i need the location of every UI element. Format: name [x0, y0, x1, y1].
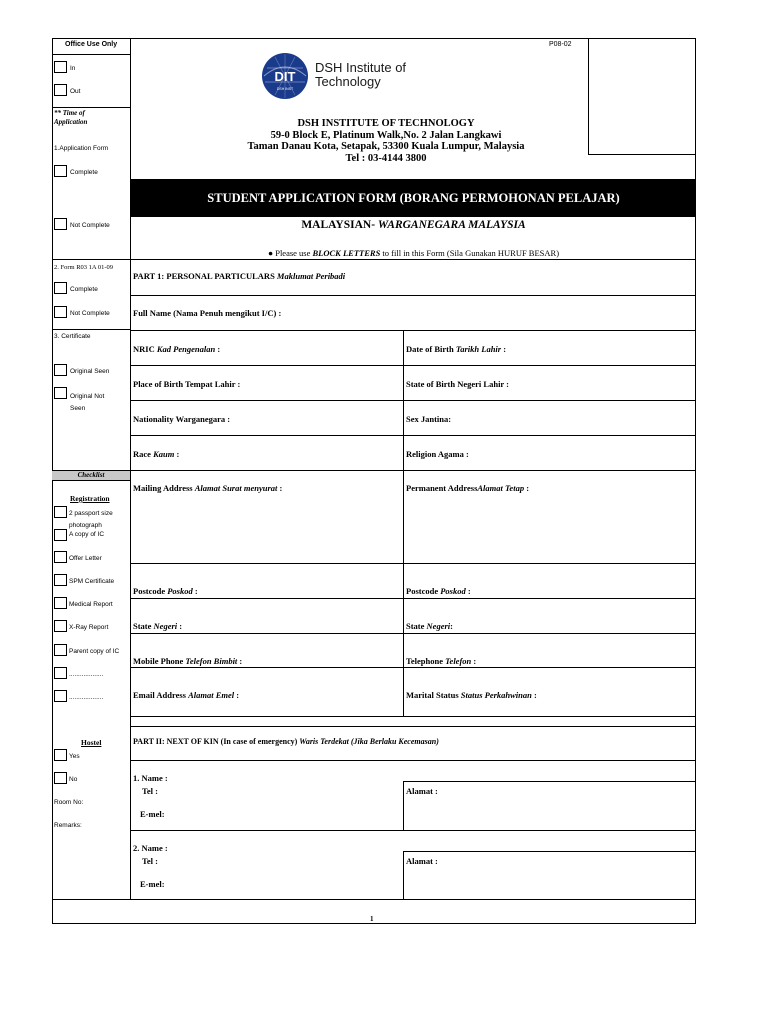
- permanent-address-field[interactable]: Permanent AddressAlamat Tetap :: [406, 483, 530, 493]
- parent-ic-checkbox[interactable]: [54, 644, 67, 656]
- sidebar-divider: [130, 38, 131, 899]
- nationality-field[interactable]: Nationality Warganegara :: [133, 414, 231, 424]
- postcode-mailing-field[interactable]: Postcode Poskod :: [133, 586, 198, 596]
- other-item-2-checkbox[interactable]: [54, 690, 67, 702]
- telephone-field[interactable]: Telephone Telefon :: [406, 656, 477, 666]
- place-of-birth-field[interactable]: Place of Birth Tempat Lahir :: [133, 379, 241, 389]
- nric-field[interactable]: NRIC Kad Pengenalan :: [133, 344, 221, 354]
- email-field[interactable]: Email Address Alamat Emel :: [133, 690, 240, 700]
- form-code: P08-02: [549, 41, 572, 48]
- offer-letter-checkbox[interactable]: [54, 551, 67, 563]
- app-form-not-complete-checkbox[interactable]: [54, 218, 67, 230]
- page-number: 1: [370, 915, 374, 923]
- title-bar: [131, 179, 696, 217]
- spm-certificate-checkbox[interactable]: [54, 574, 67, 586]
- kin1-tel-field[interactable]: Tel :: [142, 786, 158, 796]
- instruction: ● Please use BLOCK LETTERS to fill in this Form (Sila Gunakan HURUF BESAR): [267, 248, 560, 258]
- hostel-no-checkbox[interactable]: [54, 772, 67, 784]
- form-r03-not-complete-checkbox[interactable]: [54, 306, 67, 318]
- time-of-application-label: ** Time of Application: [54, 109, 88, 126]
- form-r03-complete-checkbox[interactable]: [54, 282, 67, 294]
- institute-address: DSH INSTITUTE OF TECHNOLOGY 59-0 Block E, Platinum Walk,No. 2 Jalan Langkawi Taman Danau Kota, Setapak, 53300 Kuala Lumpur, Malaysia Tel : 03-4144 3800: [247, 118, 525, 164]
- mobile-phone-field[interactable]: Mobile Phone Telefon Bimbit :: [133, 656, 243, 666]
- kin2-email-field[interactable]: E-mel:: [140, 879, 165, 889]
- form-r03-label: 2. Form R03 1A 01-09: [54, 264, 114, 271]
- mailing-address-field[interactable]: Mailing Address Alamat Surat menyurat :: [133, 483, 283, 493]
- marital-status-field[interactable]: Marital Status Status Perkahwinan :: [406, 690, 537, 700]
- kin2-name-field[interactable]: 2. Name :: [133, 843, 168, 853]
- svg-text:DSH INST: DSH INST: [276, 87, 294, 91]
- state-mailing-field[interactable]: State Negeri :: [133, 621, 183, 631]
- kin1-name-field[interactable]: 1. Name :: [133, 773, 168, 783]
- remarks-label: Remarks:: [54, 822, 82, 829]
- part1-title: PART 1: PERSONAL PARTICULARS Maklumat Peribadi: [133, 271, 346, 281]
- original-seen-checkbox[interactable]: [54, 364, 67, 376]
- sex-field[interactable]: Sex Jantina:: [406, 414, 452, 424]
- logo-wordmark: DSH Institute of Technology: [315, 60, 407, 89]
- dob-field[interactable]: Date of Birth Tarikh Lahir :: [406, 344, 507, 354]
- full-name-field[interactable]: Full Name (Nama Penuh mengikut I/C) :: [133, 308, 282, 318]
- hostel-yes-checkbox[interactable]: [54, 749, 67, 761]
- race-field[interactable]: Race Kaum :: [133, 449, 180, 459]
- app-form-complete-checkbox[interactable]: [54, 165, 67, 177]
- room-no-label: Room No:: [54, 799, 84, 806]
- hostel-label: Hostel: [81, 738, 102, 747]
- kin2-tel-field[interactable]: Tel :: [142, 856, 158, 866]
- svg-text:DIT: DIT: [274, 69, 296, 84]
- form-title: STUDENT APPLICATION FORM (BORANG PERMOHONAN PELAJAR): [207, 191, 620, 205]
- other-item-1-checkbox[interactable]: [54, 667, 67, 679]
- religion-field[interactable]: Religion Agama :: [406, 449, 469, 459]
- kin2-address-field[interactable]: Alamat :: [406, 856, 438, 866]
- form-subtitle: MALAYSIAN- WARGANEGARA MALAYSIA: [301, 219, 526, 231]
- institute-logo: [261, 52, 309, 100]
- application-form-label: 1.Application Form: [54, 145, 109, 152]
- kin1-address-field[interactable]: Alamat :: [406, 786, 438, 796]
- original-not-seen-checkbox[interactable]: [54, 387, 67, 399]
- office-use-label: Office Use Only: [65, 41, 118, 48]
- registration-label: Registration: [70, 494, 110, 503]
- postcode-permanent-field[interactable]: Postcode Poskod :: [406, 586, 471, 596]
- out-checkbox[interactable]: [54, 84, 67, 96]
- state-permanent-field[interactable]: State Negeri:: [406, 621, 453, 631]
- passport-photo-checkbox[interactable]: [54, 506, 67, 518]
- medical-report-checkbox[interactable]: [54, 597, 67, 609]
- kin1-email-field[interactable]: E-mel:: [140, 809, 165, 819]
- certificate-label: 3. Certificate: [54, 333, 91, 340]
- checklist-header: Checklist: [52, 470, 130, 481]
- copy-ic-checkbox[interactable]: [54, 529, 67, 541]
- in-checkbox[interactable]: [54, 61, 67, 73]
- footer-divider: [52, 899, 696, 900]
- state-of-birth-field[interactable]: State of Birth Negeri Lahir :: [406, 379, 510, 389]
- xray-report-checkbox[interactable]: [54, 620, 67, 632]
- part2-title: PART II: NEXT OF KIN (In case of emergency) Waris Terdekat (Jika Berlaku Kecemasan): [133, 737, 439, 746]
